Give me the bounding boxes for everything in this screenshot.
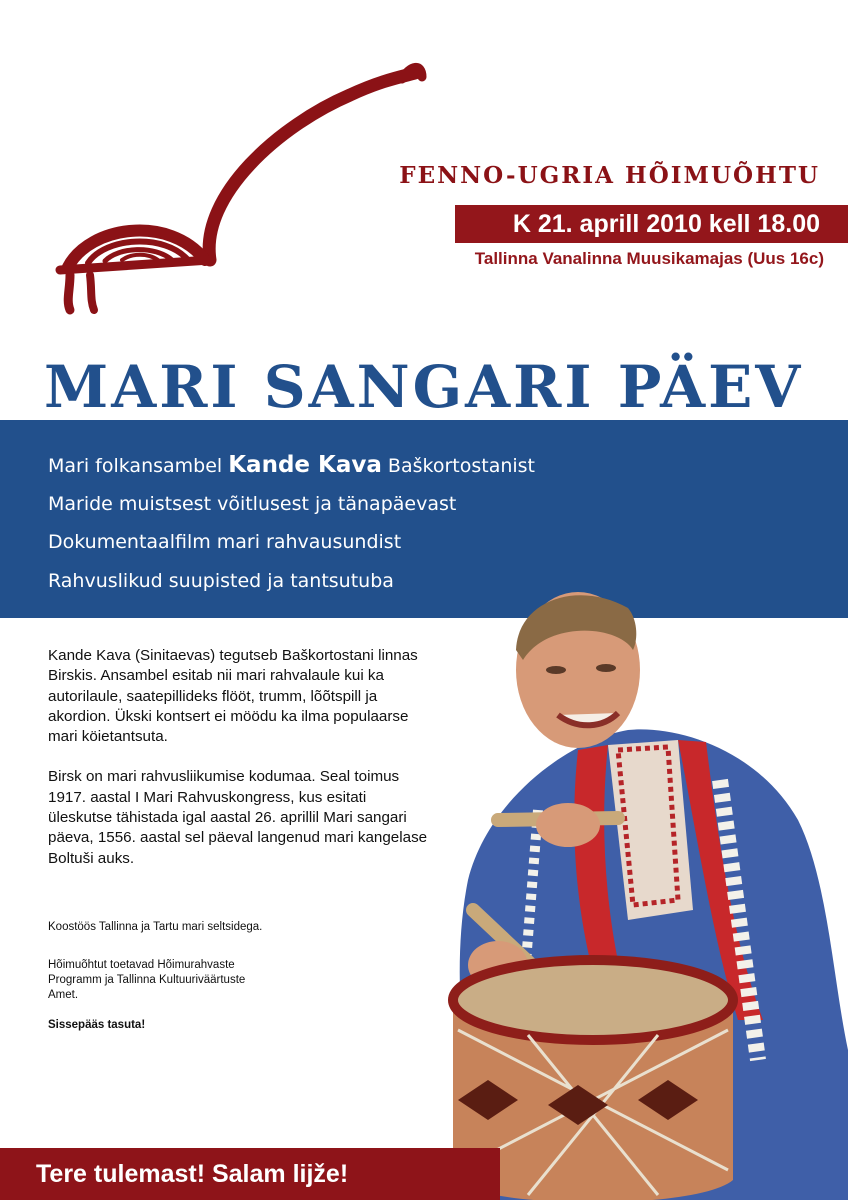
program-item-concert (48, 446, 535, 485)
program-item-food-dance: Rahvuslikud suupisted ja tantsutuba (48, 569, 394, 592)
welcome-text: Tere tulemast! Salam lijže! (36, 1160, 349, 1188)
free-entry-note: Sissepääs tasuta! (48, 1019, 146, 1031)
program-list (48, 446, 535, 600)
ensemble-name: Kande Kava (228, 452, 382, 478)
cooperation-note: Koostöös Tallinna ja Tartu mari seltsidega. (48, 921, 263, 933)
drummer-photo (428, 580, 848, 1200)
program-item-text: Baškortostanist (381, 455, 536, 477)
description-paragraph: Kande Kava (Sinitaevas) tegutseb Baškortostani linnas Birskis. Ansambel esitab nii mari rahvalaule kui ka autorilaule, saatepillideks flööt, trumm, lõõtspill ja akordion. Ükski kontsert ei möödu ka ilma populaarse mari köietantsuta. (48, 647, 418, 746)
page-title: MARI SANGARI PÄEV (44, 353, 804, 421)
program-item-text: Mari folkansambel (48, 455, 229, 477)
supporters-note: Hõimuõhtut toetavad Hõimurahvaste Programm ja Tallinna Kultuuriväärtuste Amet. (48, 959, 246, 1001)
program-item-film: Dokumentaalfilm mari rahvausundist (48, 531, 402, 553)
description (48, 646, 428, 889)
petroglyph-logo-icon (50, 55, 430, 325)
description-paragraph: Birsk on mari rahvusliikumise kodumaa. Seal toimus 1917. aastal I Mari Rahvuskongress, kus esitati üleskutse tähistada igal aastal 26. aprillil Mari sangari päeva, 1556. aastal sel päeval langenud mari kangelase Boltuši auks. (48, 768, 428, 867)
event-venue: Tallinna Vanalinna Muusikamajas (Uus 16c) (474, 249, 824, 268)
event-series-title: FENNO-UGRIA HÕIMUÕHTU (399, 162, 820, 189)
event-date-bar: K 21. aprill 2010 kell 18.00 (455, 205, 848, 243)
program-item-talk: Maride muistsest võitlusest ja tänapäevast (48, 492, 457, 515)
